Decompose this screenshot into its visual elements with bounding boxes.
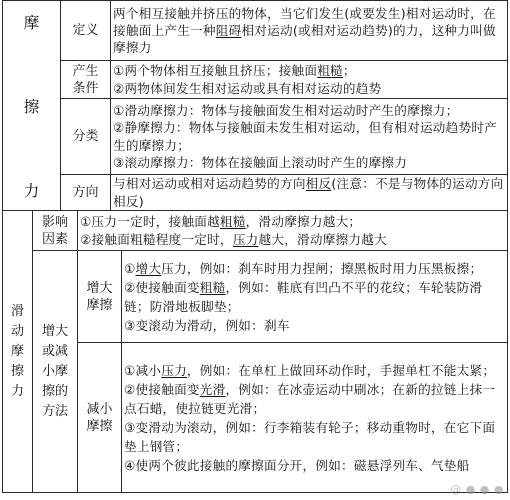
sliding-title-cell: 滑 动 摩 擦 力 (3, 211, 33, 493)
decrease-friction-label: 减小 摩擦 (78, 343, 122, 493)
definition-label: 定义 (61, 1, 111, 61)
direction-label: 方向 (61, 175, 111, 211)
friction-title-char: 摩 (23, 13, 40, 32)
decrease-friction-text: ①减小压力，例如：在单杠上做回环动作时，手握单杠不能太紧； ②使接触面变光滑，例如：在冰壶运动中刷冰；在新的拉链上抹一点石蜡，使拉链更光滑； ③变滑动为滚动，例如：行李箱装有轮子；移动重物时，在它下面垫上钢管； ④使两个彼此接触的摩擦面分开，例如：磁悬浮列车、气垫船 (122, 343, 508, 493)
factors-text: ①压力一定时，接触面越粗糙，滑动摩擦力越大； ②接触面粗糙程度一定时，压力越大，滑动摩擦力越大 (78, 211, 508, 251)
direction-text: 与相对运动或相对运动趋势的方向相反(注意：不是与物体的运动方向相反) (111, 175, 508, 211)
sliding-friction-table (2, 210, 508, 493)
friction-title-char: 力 (23, 181, 40, 200)
keyword-underlined: 阻碍 (215, 22, 242, 38)
keyword-underlined: 粗糙 (199, 279, 226, 295)
friction-title-cell (3, 1, 61, 211)
methods-label: 增大 或减 小摩 擦的 方法 (33, 251, 78, 493)
keyword-underlined: 压力 (161, 362, 187, 378)
factors-label: 影响 因素 (33, 211, 78, 251)
keyword-underlined: 增大 (135, 260, 162, 276)
types-label: 分类 (61, 99, 111, 175)
definition-text: 两个相互接触并挤压的物体，当它们发生(或要发生)相对运动时，在接触面上产生一种阻碍相对运动(或相对运动趋势)的力，这种力叫做摩擦力 (111, 1, 508, 61)
increase-friction-text: ①增大压力，例如：刹车时用力捏闸；擦黑板时用力压黑板擦； ②使接触面变粗糙，例如：鞋底有凹凸不平的花纹；车轮装防滑链；防滑地板脚垫； ③变滚动为滑动，例如：刹车 (122, 251, 508, 343)
conditions-label: 产生 条件 (61, 61, 111, 99)
keyword-underlined: 光滑 (199, 381, 226, 397)
type-item: ②静摩擦力：物体与接触面未发生相对运动，但有相对运动趋势时产生的摩擦力； (113, 120, 498, 153)
friction-title-char: 擦 (23, 97, 40, 116)
type-item: ③滚动摩擦力：物体在接触面上滚动时产生的摩擦力 (113, 154, 408, 170)
conditions-text: ①两个物体相互接触且挤压；接触面粗糙； ②两物体间发生相对运动或具有相对运动的趋势 (111, 61, 508, 99)
types-text (111, 99, 508, 175)
friction-table (2, 0, 508, 211)
keyword-underlined: 粗糙 (317, 63, 343, 79)
keyword-underlined: 相反 (305, 176, 332, 192)
keyword-underlined: 压力 (232, 231, 259, 247)
keyword-underlined: 粗糙 (219, 214, 246, 230)
watermark: @ ● ● ● (450, 483, 504, 496)
type-item: ①滑动摩擦力：物体与接触面发生相对运动时产生的摩擦力； (113, 103, 459, 119)
increase-friction-label: 增大 摩擦 (78, 251, 122, 343)
